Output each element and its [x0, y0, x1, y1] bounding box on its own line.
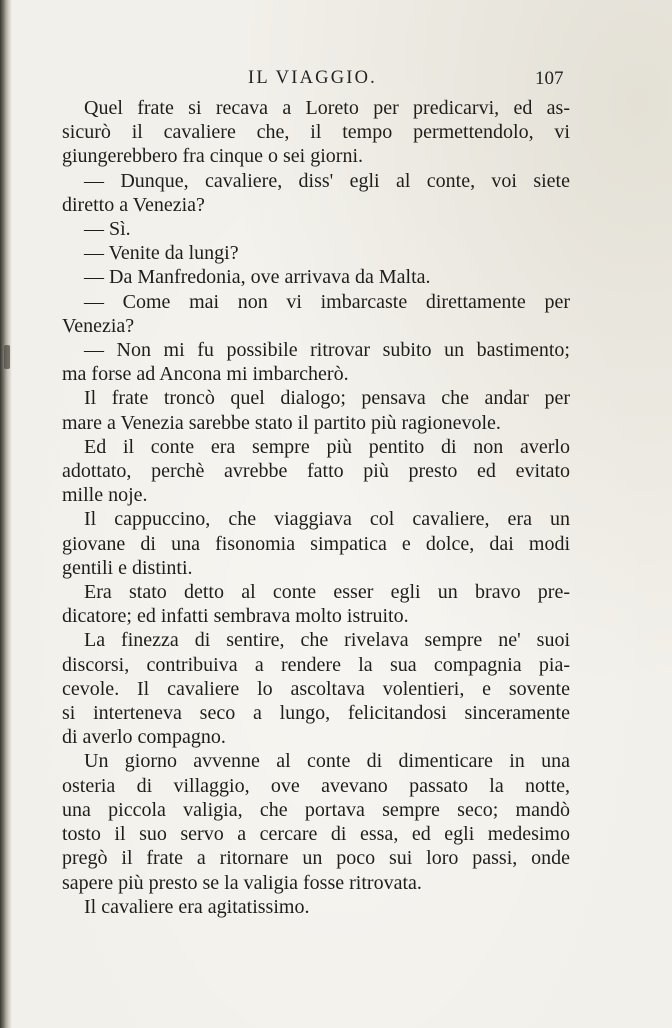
- text-line: mille noje.: [62, 484, 148, 507]
- text-line: sapere più presto se la valigia fosse ritrovata.: [62, 871, 422, 894]
- text-line: Un giorno avvenne al conte di dimenticare in una: [84, 750, 570, 773]
- text-line: Venezia?: [62, 314, 135, 337]
- text-line: di averlo compagno.: [62, 726, 226, 749]
- text-line: — Venite da lungi?: [84, 242, 239, 265]
- binding-gutter: [0, 0, 12, 1028]
- text-line: — Da Manfredonia, ove arrivava da Malta.: [84, 266, 431, 289]
- text-line: gentili e distinti.: [62, 556, 193, 579]
- text-line: dicatore; ed infatti sembrava molto istruito.: [62, 605, 409, 628]
- text-line: osteria di villaggio, ove avevano passato la notte,: [62, 774, 570, 797]
- text-line: Il frate troncò quel dialogo; pensava che andar per: [84, 387, 570, 410]
- text-line: — Dunque, cavaliere, diss' egli al conte, voi siete: [84, 169, 570, 192]
- text-line: La finezza di sentire, che rivelava sempre ne' suoi: [84, 629, 570, 652]
- running-head: [0, 68, 672, 96]
- text-line: — Sì.: [84, 218, 131, 241]
- text-line: Quel frate si recava a Loreto per predicarvi, ed as-: [84, 97, 570, 119]
- running-title: IL VIAGGIO.: [248, 68, 378, 88]
- text-line: — Non mi fu possibile ritrovar subito un bastimento;: [84, 339, 570, 362]
- gutter-smudge: [4, 345, 10, 369]
- text-line: giungerebbero fra cinque o sei giorni.: [62, 145, 364, 168]
- text-line: Era stato detto al conte esser egli un bravo pre-: [84, 581, 570, 604]
- text-line: una piccola valigia, che portava sempre seco; mandò: [62, 798, 570, 821]
- text-line: adottato, perchè avrebbe fatto più presto ed evitato: [62, 460, 570, 483]
- text-line: Il cavaliere era agitatissimo.: [84, 895, 310, 918]
- text-line: ma forse ad Ancona mi imbarcherò.: [62, 363, 349, 386]
- text-line: mare a Venezia sarebbe stato il partito più ragionevole.: [62, 411, 501, 434]
- text-line: Ed il conte era sempre più pentito di non averlo: [84, 435, 570, 458]
- text-line: Il cappuccino, che viaggiava col cavaliere, era un: [84, 508, 570, 531]
- text-line: giovane di una fisonomia simpatica e dolce, dai modi: [62, 532, 570, 555]
- text-line: diretto a Venezia?: [62, 193, 205, 216]
- text-line: cevole. Il cavaliere lo ascoltava volentieri, e sovente: [62, 677, 570, 700]
- text-line: discorsi, contribuiva a rendere la sua compagnia pia-: [62, 653, 570, 676]
- text-line: sicurò il cavaliere che, il tempo permettendolo, vi: [62, 121, 570, 144]
- text-line: — Come mai non vi imbarcaste direttamente per: [84, 290, 570, 313]
- text-line: tosto il suo servo a cercare di essa, ed egli medesimo: [62, 823, 570, 846]
- text-line: si interteneva seco a lungo, felicitandosi sinceramente: [62, 702, 570, 725]
- page-number: 107: [535, 68, 564, 89]
- text-line: pregò il frate a ritornare un poco sui loro passi, onde: [62, 847, 570, 870]
- body-text: [62, 96, 570, 919]
